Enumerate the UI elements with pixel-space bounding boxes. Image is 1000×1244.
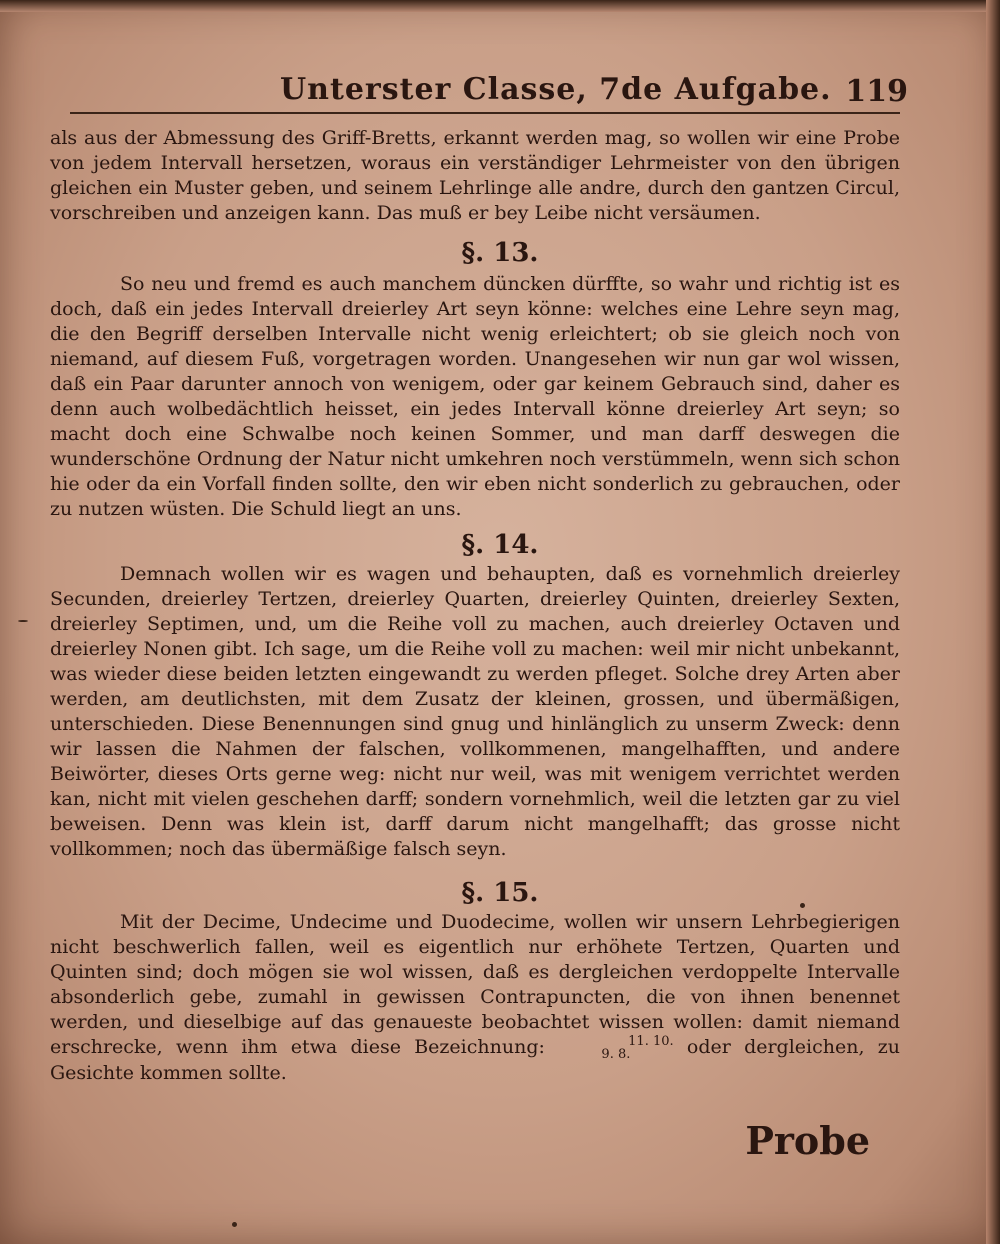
- interval-notation: [558, 1035, 673, 1061]
- section-15-text-wrapper: [50, 910, 900, 1086]
- header-rule: [70, 112, 900, 114]
- section-13-text: So neu und fremd es auch manchem düncken dürffte, so wahr und richtig ist es doch, daß ein jedes Intervall dreierley Art seyn könne: welches eine Lehre seyn mag, die den Begriff derselben Intervalle nicht wenig erleichtert; ob sie gleich noch von niemand, auf diesem Fuß, vorgetragen worden. Unangesehen wir nun gar wol wissen, daß ein Paar darunter annoch von wenigem, oder gar keinem Gebrauch sind, daher es denn auch wolbedächtlich heisset, ein jedes Intervall könne dreierley Art seyn; so macht doch eine Schwalbe noch keinen Sommer, und man darff deswegen die wunderschöne Ordnung der Natur nicht umkehren noch verstümmeln, wenn sich schon hie oder da ein Vorfall finden sollte, den wir eben nicht sonderlich zu gebrauchen, oder zu nutzen wüsten. Die Schuld liegt an uns.: [50, 273, 900, 520]
- ink-spot: [800, 903, 805, 908]
- section-15-paragraph: [50, 910, 900, 1086]
- ink-spot: [232, 1222, 237, 1227]
- interval-notation-bottom: 9. 8.: [601, 1047, 631, 1062]
- section-15-text: Mit der Decime, Undecime und Duodecime, wollen wir unsern Lehrbegierigen nicht beschwerlich fallen, weil es eigentlich nur erhöhete Tertzen, Quarten und Quinten sind; doch mögen sie wol wissen, daß es dergleichen verdoppelte Intervalle absonderlich gebe, zumahl in gewissen Contrapuncten, die von ihnen benennet werden, und dieselbige auf das genaueste beobachtet wissen wollen: damit niemand erschrecke, wenn ihm etwa diese Bezeichnung:: [50, 911, 900, 1058]
- section-13-paragraph: [50, 272, 900, 522]
- page-top-edge: [0, 0, 1000, 12]
- intro-text: als aus der Abmessung des Griff-Bretts, erkannt werden mag, so wollen wir eine Probe von jedem Intervall hersetzen, woraus ein verständiger Lehrmeister von den übrigen gleichen ein Muster geben, und seinem Lehrlinge alle andre, durch den gantzen Circul, vorschreiben und anzeigen kann. Das muß er bey Leibe nicht versäumen.: [50, 127, 900, 224]
- catchword: Probe: [745, 1118, 870, 1163]
- running-title: Unterster Classe, 7de Aufgabe.: [280, 72, 832, 107]
- section-14-heading: §. 14.: [461, 530, 539, 560]
- page-number: 119: [845, 74, 908, 109]
- section-15-heading: §. 15.: [461, 878, 539, 908]
- intro-paragraph: [50, 126, 900, 226]
- interval-notation-top: 11. 10.: [628, 1034, 674, 1049]
- ink-spot: [18, 620, 28, 622]
- section-15-text-end: oder dergleichen, zu Gesichte kommen sollte.: [50, 1036, 901, 1084]
- section-13-heading: §. 13.: [461, 238, 539, 268]
- section-14-paragraph: [50, 562, 900, 862]
- page-header: [70, 72, 920, 112]
- page-right-edge: [986, 0, 1000, 1244]
- section-14-text: Demnach wollen wir es wagen und behaupten, daß es vornehmlich dreierley Secunden, dreierley Tertzen, dreierley Quarten, dreierley Quinten, dreierley Sexten, dreierley Septimen, und, um die Reihe voll zu machen, auch dreierley Octaven und dreierley Nonen gibt. Ich sage, um die Reihe voll zu machen: weil mir nicht unbekannt, was wieder diese beiden letzten eingewandt zu werden pfleget. Solche drey Arten aber werden, am deutlichsten, mit dem Zusatz der kleinen, grossen, und übermäßigen, unterschieden. Diese Benennungen sind gnug und hinlänglich zu unserm Zweck: denn wir lassen die Nahmen der falschen, vollkommenen, mangelhafften, und andere Beiwörter, dieses Orts gerne weg: nicht nur weil, was mit wenigem verrichtet werden kan, nicht mit vielen geschehen darff; sondern vornehmlich, weil die letzten gar zu viel beweisen. Denn was klein ist, darff darum nicht mangelhafft; das grosse nicht vollkommen; noch das übermäßige falsch seyn.: [50, 563, 900, 860]
